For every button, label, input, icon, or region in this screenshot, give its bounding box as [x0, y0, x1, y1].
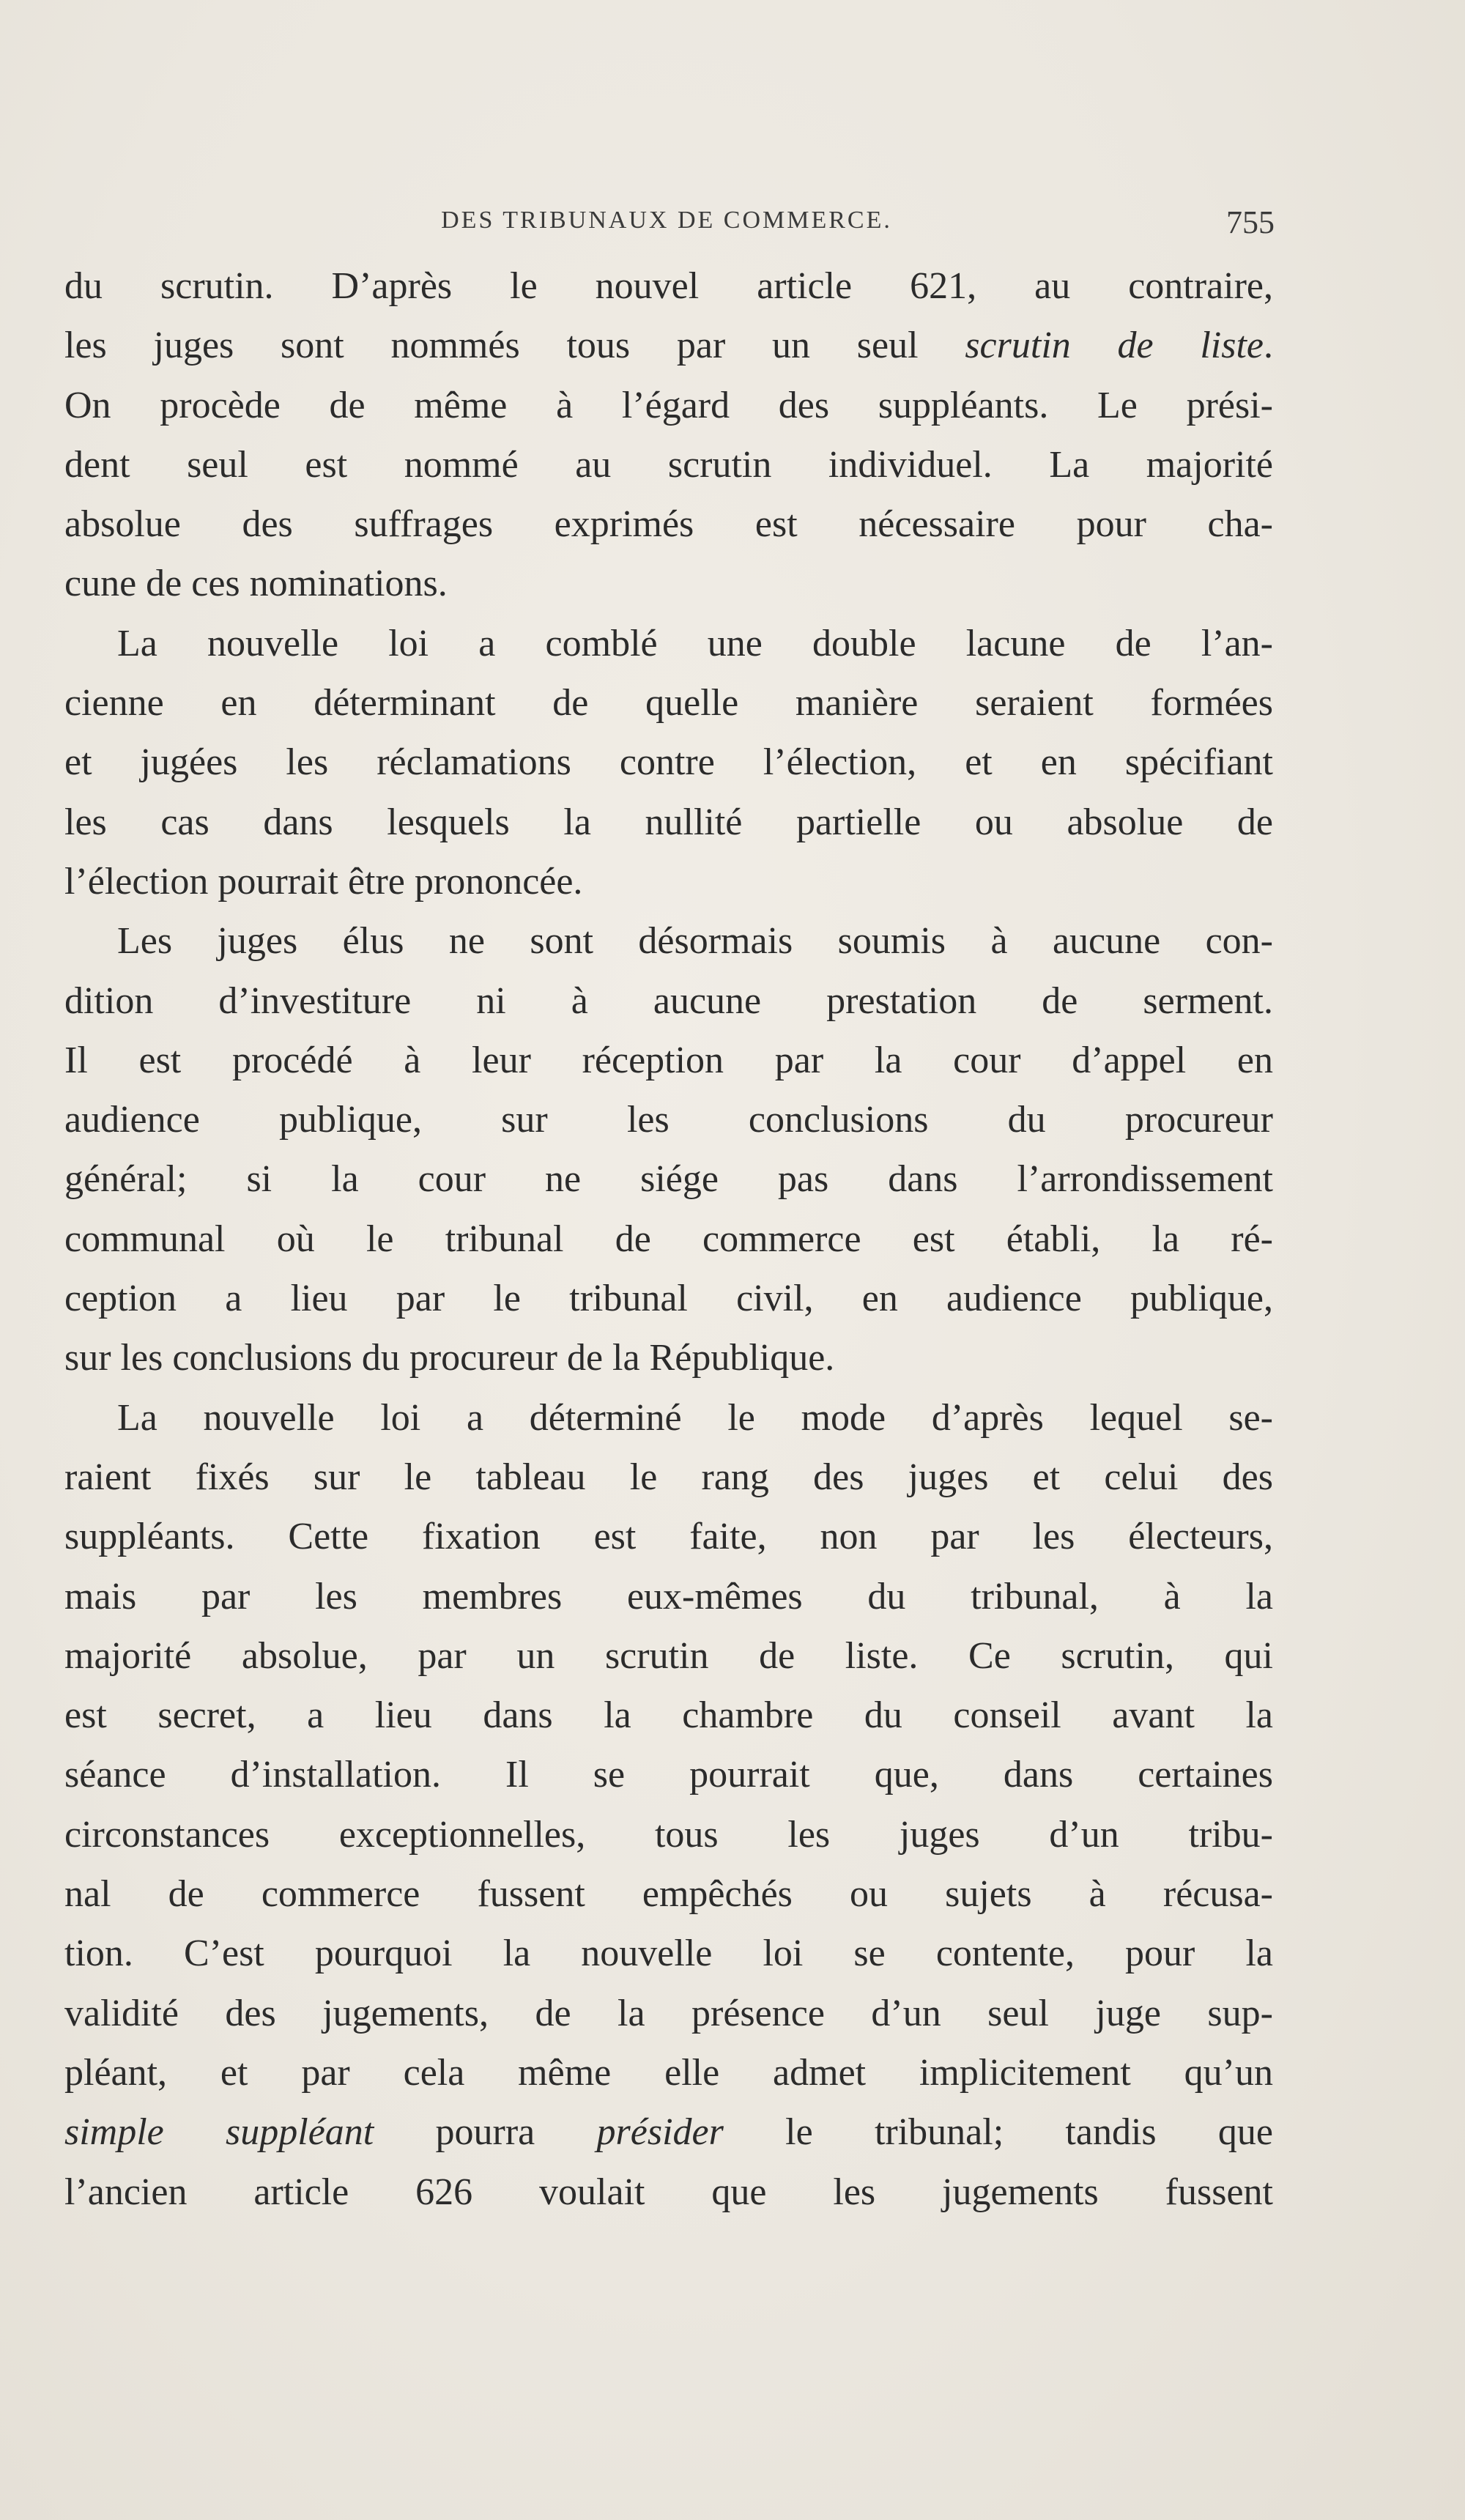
text-line — [64, 1388, 1273, 1448]
text-run: le tribunal; tandis que — [723, 2111, 1273, 2154]
text-run: audience publique, sur les conclusions du procureur — [64, 1099, 1273, 1141]
text-line — [64, 1745, 1273, 1804]
text-run: pléant, et par cela même elle admet implicitement qu’un — [64, 2051, 1273, 2094]
text-line — [64, 733, 1273, 792]
text-run: est secret, a lieu dans la chambre du conseil avant la — [64, 1694, 1273, 1737]
text-line — [64, 494, 1273, 554]
text-run: dition d’investiture ni à aucune prestation de serment. — [64, 979, 1273, 1022]
text-run: général; si la cour ne siége pas dans l’arrondissement — [64, 1158, 1273, 1201]
text-run: circonstances exceptionnelles, tous les juges d’un tribu- — [64, 1813, 1273, 1856]
text-line — [64, 1269, 1273, 1328]
page-number: 755 — [1226, 204, 1275, 240]
text-run: tion. C’est pourquoi la nouvelle loi se contente, pour la — [64, 1932, 1273, 1975]
text-run: . — [1264, 325, 1273, 367]
text-run: pourra — [374, 2111, 597, 2154]
text-line — [64, 614, 1273, 673]
text-line — [64, 316, 1273, 375]
text-line — [64, 554, 1273, 613]
text-run: raient fixés sur le tableau le rang des juges et celui des — [64, 1456, 1273, 1498]
text-run: La nouvelle loi a comblé une double lacune de l’an- — [117, 622, 1273, 664]
text-run: dent seul est nommé au scrutin individuel. La majorité — [64, 443, 1273, 486]
text-run: absolue des suffrages exprimés est nécessaire pour cha- — [64, 503, 1273, 546]
running-title: DES TRIBUNAUX DE COMMERCE. — [441, 207, 892, 234]
text-line — [64, 971, 1273, 1031]
text-line — [64, 2102, 1273, 2162]
text-line — [64, 1805, 1273, 1864]
text-line — [64, 1090, 1273, 1149]
text-run: ception a lieu par le tribunal civil, en audience publique, — [64, 1278, 1273, 1320]
text-line — [64, 1626, 1273, 1686]
text-run: communal où le tribunal de commerce est établi, la ré- — [64, 1218, 1273, 1260]
italic-phrase: scrutin de liste — [965, 325, 1264, 367]
text-line — [64, 1686, 1273, 1745]
text-line — [64, 1864, 1273, 1924]
text-line — [64, 1448, 1273, 1507]
text-run: mais par les membres eux-mêmes du tribunal, à la — [64, 1575, 1273, 1617]
text-line — [64, 1924, 1273, 1983]
text-run: du scrutin. D’après le nouvel article 621, au contraire, — [64, 265, 1273, 307]
text-run: cune de ces nominations. — [64, 563, 448, 605]
text-line — [64, 1567, 1273, 1626]
text-run: l’élection pourrait être prononcée. — [64, 860, 583, 903]
text-run: cienne en déterminant de quelle manière seraient formées — [64, 682, 1273, 724]
text-line — [64, 1031, 1273, 1090]
text-run: Il est procédé à leur réception par la cour d’appel en — [64, 1039, 1273, 1081]
text-run: On procède de même à l’égard des suppléants. Le prési- — [64, 384, 1273, 426]
text-line — [64, 1149, 1273, 1209]
text-line — [64, 1507, 1273, 1566]
text-run: l’ancien article 626 voulait que les jugements fussent — [64, 2171, 1273, 2213]
text-run: Les juges élus ne sont désormais soumis à aucune con- — [117, 920, 1273, 963]
text-run: majorité absolue, par un scrutin de liste. Ce scrutin, qui — [64, 1634, 1273, 1677]
text-run: nal de commerce fussent empêchés ou sujets à récusa- — [64, 1873, 1273, 1916]
body-text — [64, 256, 1273, 2222]
text-run: sur les conclusions du procureur de la République. — [64, 1337, 835, 1379]
text-run: les cas dans lesquels la nullité partielle ou absolue de — [64, 801, 1273, 843]
text-line — [64, 2043, 1273, 2102]
text-run: les juges sont nommés tous par un seul — [64, 325, 965, 367]
text-run: suppléants. Cette fixation est faite, non par les électeurs, — [64, 1516, 1273, 1558]
text-line — [64, 1984, 1273, 2043]
text-line — [64, 673, 1273, 733]
text-run: séance d’installation. Il se pourrait que, dans certaines — [64, 1754, 1273, 1796]
text-line — [64, 2163, 1273, 2222]
text-line — [64, 911, 1273, 971]
running-head — [59, 204, 1275, 251]
text-line — [64, 256, 1273, 316]
text-line — [64, 1328, 1273, 1387]
text-run: validité des jugements, de la présence d’un seul juge sup- — [64, 1992, 1273, 2034]
text-line — [64, 376, 1273, 435]
italic-phrase: simple suppléant — [64, 2111, 374, 2154]
text-line — [64, 1209, 1273, 1269]
text-run: et jugées les réclamations contre l’élection, et en spécifiant — [64, 741, 1273, 784]
text-run: La nouvelle loi a déterminé le mode d’après lequel se- — [117, 1396, 1273, 1439]
text-line — [64, 435, 1273, 494]
text-line — [64, 852, 1273, 911]
text-line — [64, 793, 1273, 852]
italic-phrase: présider — [596, 2111, 724, 2154]
